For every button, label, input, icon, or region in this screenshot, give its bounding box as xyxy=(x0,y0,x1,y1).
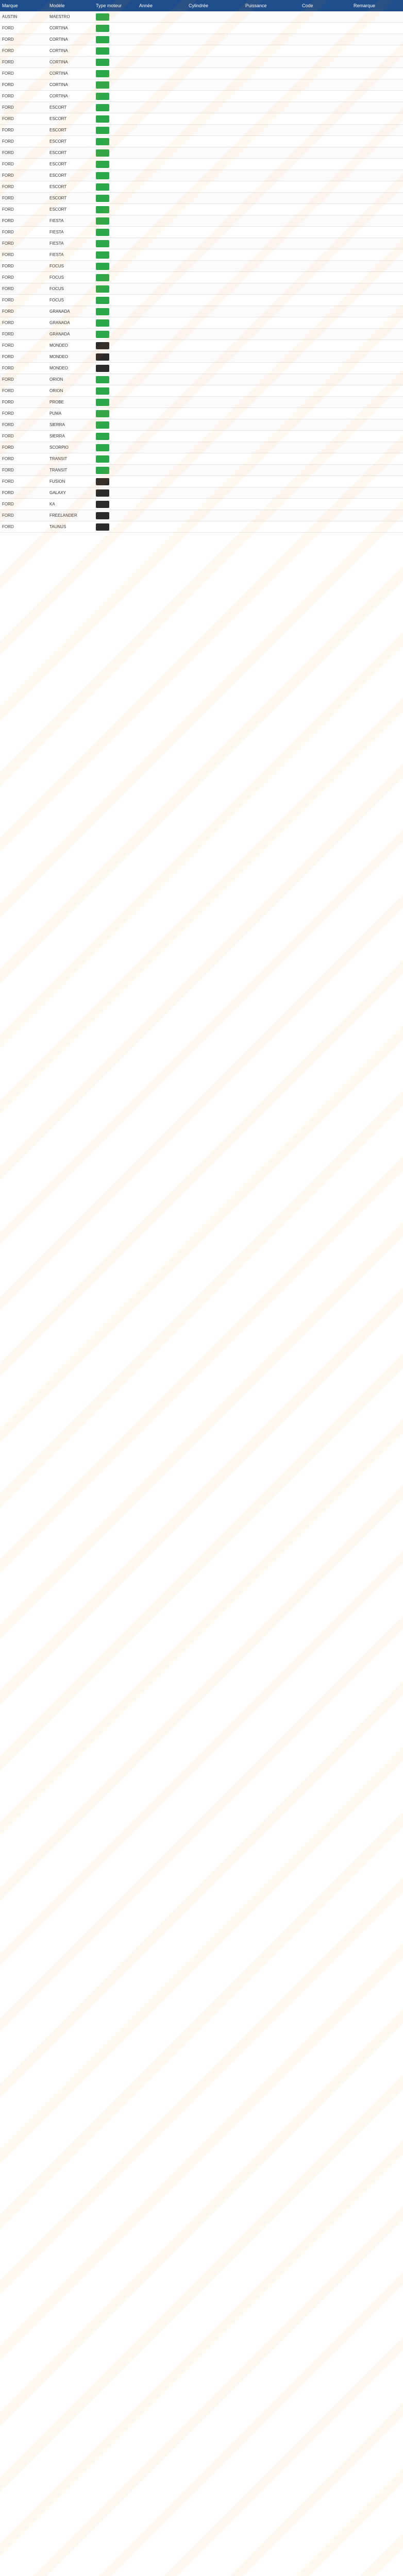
engine-type-cell xyxy=(94,431,137,442)
engine-badge-icon xyxy=(96,127,109,134)
engine-type-cell xyxy=(94,397,137,408)
model-cell: FOCUS xyxy=(49,286,64,291)
header-cell: Année xyxy=(139,3,153,8)
engine-badge-icon xyxy=(96,308,109,315)
model-cell: FIESTA xyxy=(49,230,64,234)
brand-cell: FORD xyxy=(2,524,14,529)
brand-cell: FORD xyxy=(2,184,14,189)
table-row xyxy=(0,249,403,261)
engine-type-cell xyxy=(94,374,137,385)
table-row xyxy=(0,442,403,453)
engine-type-cell xyxy=(94,465,137,476)
engine-badge-icon xyxy=(96,342,109,349)
model-cell: FOCUS xyxy=(49,275,64,280)
engine-badge-icon xyxy=(96,149,109,157)
brand-cell: FORD xyxy=(2,241,14,246)
model-cell: MONDEO xyxy=(49,366,68,370)
model-cell: ESCORT xyxy=(49,196,67,200)
engine-type-cell xyxy=(94,442,137,453)
brand-cell: FORD xyxy=(2,139,14,144)
header-cell: Code xyxy=(302,3,313,8)
engine-badge-icon xyxy=(96,13,109,21)
engine-type-cell xyxy=(94,136,137,147)
brand-cell: FORD xyxy=(2,354,14,359)
model-cell: ESCORT xyxy=(49,150,67,155)
engine-type-cell xyxy=(94,57,137,67)
brand-cell: FORD xyxy=(2,37,14,42)
model-cell: CORTINA xyxy=(49,94,68,98)
table-row xyxy=(0,181,403,193)
model-cell: ESCORT xyxy=(49,128,67,132)
model-cell: MAESTRO xyxy=(49,14,70,19)
brand-cell: FORD xyxy=(2,275,14,280)
header-cell: Remarque xyxy=(354,3,376,8)
brand-cell: FORD xyxy=(2,411,14,416)
engine-type-cell xyxy=(94,261,137,272)
engine-type-cell xyxy=(94,476,137,487)
brand-cell: FORD xyxy=(2,71,14,76)
engine-badge-icon xyxy=(96,81,109,89)
engine-type-cell xyxy=(94,170,137,181)
model-cell: FIESTA xyxy=(49,252,64,257)
brand-cell: FORD xyxy=(2,26,14,30)
table-row xyxy=(0,79,403,91)
model-cell: ESCORT xyxy=(49,162,67,166)
engine-type-cell xyxy=(94,249,137,260)
engine-type-cell xyxy=(94,453,137,464)
engine-type-cell xyxy=(94,23,137,33)
engine-badge-icon xyxy=(96,206,109,213)
model-cell: ESCORT xyxy=(49,105,67,110)
table-row xyxy=(0,193,403,204)
engine-type-cell xyxy=(94,215,137,226)
engine-type-cell xyxy=(94,91,137,101)
brand-cell: FORD xyxy=(2,468,14,472)
brand-cell: FORD xyxy=(2,309,14,314)
model-cell: ESCORT xyxy=(49,184,67,189)
brand-cell: FORD xyxy=(2,82,14,87)
table-row xyxy=(0,351,403,363)
engine-badge-icon xyxy=(96,93,109,100)
brand-cell: FORD xyxy=(2,320,14,325)
brand-cell: FORD xyxy=(2,116,14,121)
brand-cell: FORD xyxy=(2,479,14,484)
engine-badge-icon xyxy=(96,274,109,281)
engine-type-cell xyxy=(94,272,137,283)
engine-badge-icon xyxy=(96,240,109,247)
header-cell: Cylindrée xyxy=(189,3,209,8)
brand-cell: FORD xyxy=(2,218,14,223)
brand-cell: FORD xyxy=(2,502,14,506)
table-row xyxy=(0,465,403,476)
model-cell: TAUNUS xyxy=(49,524,66,529)
engine-type-cell xyxy=(94,125,137,135)
table-row xyxy=(0,170,403,181)
brand-cell: FORD xyxy=(2,343,14,348)
engine-type-cell xyxy=(94,238,137,249)
table-row xyxy=(0,159,403,170)
table-row xyxy=(0,136,403,147)
brand-cell: FORD xyxy=(2,60,14,64)
engine-badge-icon xyxy=(96,387,109,395)
brand-cell: FORD xyxy=(2,388,14,393)
engine-type-cell xyxy=(94,193,137,204)
table-row xyxy=(0,317,403,329)
brand-cell: FORD xyxy=(2,94,14,98)
brand-cell: FORD xyxy=(2,400,14,404)
model-cell: CORTINA xyxy=(49,60,68,64)
model-cell: CORTINA xyxy=(49,48,68,53)
model-cell: CORTINA xyxy=(49,71,68,76)
engine-badge-icon xyxy=(96,59,109,66)
brand-cell: FORD xyxy=(2,207,14,212)
table-row xyxy=(0,272,403,283)
header-cell: Modèle xyxy=(49,3,65,8)
brand-cell: FORD xyxy=(2,422,14,427)
engine-badge-icon xyxy=(96,421,109,429)
engine-type-cell xyxy=(94,147,137,158)
engine-type-cell xyxy=(94,329,137,340)
table-row xyxy=(0,499,403,510)
model-cell: ESCORT xyxy=(49,116,67,121)
brand-cell: FORD xyxy=(2,434,14,438)
table-row xyxy=(0,476,403,487)
engine-type-cell xyxy=(94,385,137,396)
engine-badge-icon xyxy=(96,285,109,293)
table-row xyxy=(0,397,403,408)
table-row xyxy=(0,68,403,79)
model-cell: SCORPIO xyxy=(49,445,69,450)
engine-badge-icon xyxy=(96,47,109,55)
table-row xyxy=(0,306,403,317)
table-row xyxy=(0,487,403,499)
model-cell: SIERRA xyxy=(49,434,65,438)
engine-badge-icon xyxy=(96,25,109,32)
table-row xyxy=(0,113,403,125)
brand-cell: FORD xyxy=(2,105,14,110)
table-row xyxy=(0,23,403,34)
model-cell: FUSION xyxy=(49,479,65,484)
engine-badge-icon xyxy=(96,138,109,145)
model-cell: SIERRA xyxy=(49,422,65,427)
engine-type-cell xyxy=(94,363,137,374)
engine-badge-icon xyxy=(96,455,109,463)
table-row xyxy=(0,340,403,351)
engine-badge-icon xyxy=(96,217,109,225)
table-row xyxy=(0,102,403,113)
brand-cell: AUSTIN xyxy=(2,14,18,19)
table-row xyxy=(0,215,403,227)
engine-type-cell xyxy=(94,227,137,238)
model-cell: FIESTA xyxy=(49,241,64,246)
table-row xyxy=(0,385,403,397)
table-row xyxy=(0,408,403,419)
engine-badge-icon xyxy=(96,501,109,508)
model-cell: TRANSIT xyxy=(49,468,68,472)
model-cell: ESCORT xyxy=(49,173,67,178)
brand-cell: FORD xyxy=(2,252,14,257)
model-cell: GRANADA xyxy=(49,309,70,314)
engine-type-cell xyxy=(94,306,137,317)
engine-badge-icon xyxy=(96,433,109,440)
model-cell: CORTINA xyxy=(49,37,68,42)
engine-badge-icon xyxy=(96,365,109,372)
engine-badge-icon xyxy=(96,353,109,361)
table-row xyxy=(0,11,403,23)
model-cell: FIESTA xyxy=(49,218,64,223)
table-row xyxy=(0,374,403,385)
engine-badge-icon xyxy=(96,36,109,43)
engine-type-cell xyxy=(94,68,137,79)
model-cell: GALAXY xyxy=(49,490,66,495)
engine-type-cell xyxy=(94,295,137,306)
brand-cell: FORD xyxy=(2,366,14,370)
engine-type-cell xyxy=(94,521,137,532)
engine-badge-icon xyxy=(96,489,109,497)
engine-badge-icon xyxy=(96,161,109,168)
model-cell: FOCUS xyxy=(49,298,64,302)
engine-badge-icon xyxy=(96,512,109,519)
engine-badge-icon xyxy=(96,410,109,417)
model-cell: MONDEO xyxy=(49,343,68,348)
brand-cell: FORD xyxy=(2,513,14,518)
engine-badge-icon xyxy=(96,263,109,270)
engine-badge-icon xyxy=(96,399,109,406)
table-row xyxy=(0,431,403,442)
engine-type-cell xyxy=(94,34,137,45)
model-cell: PUMA xyxy=(49,411,62,416)
table-row xyxy=(0,204,403,215)
brand-cell: FORD xyxy=(2,298,14,302)
table-row xyxy=(0,125,403,136)
brand-cell: FORD xyxy=(2,128,14,132)
engine-type-cell xyxy=(94,351,137,362)
brand-cell: FORD xyxy=(2,490,14,495)
model-cell: MONDEO xyxy=(49,354,68,359)
brand-cell: FORD xyxy=(2,286,14,291)
engine-badge-icon xyxy=(96,195,109,202)
table-row xyxy=(0,227,403,238)
engine-type-cell xyxy=(94,340,137,351)
model-cell: FREELANDER xyxy=(49,513,77,518)
engine-type-cell xyxy=(94,181,137,192)
table-row xyxy=(0,283,403,295)
brand-cell: FORD xyxy=(2,162,14,166)
engine-type-cell xyxy=(94,11,137,22)
brand-cell: FORD xyxy=(2,150,14,155)
engine-type-cell xyxy=(94,419,137,430)
engine-badge-icon xyxy=(96,331,109,338)
engine-badge-icon xyxy=(96,104,109,111)
table-row xyxy=(0,34,403,45)
brand-cell: FORD xyxy=(2,456,14,461)
table-header xyxy=(0,0,403,11)
table-row xyxy=(0,57,403,68)
engine-badge-icon xyxy=(96,467,109,474)
table-row xyxy=(0,419,403,431)
brand-cell: FORD xyxy=(2,377,14,382)
table-row xyxy=(0,363,403,374)
brand-cell: FORD xyxy=(2,230,14,234)
data-table xyxy=(0,11,403,533)
brand-cell: FORD xyxy=(2,48,14,53)
engine-type-cell xyxy=(94,317,137,328)
model-cell: CORTINA xyxy=(49,82,68,87)
model-cell: ORION xyxy=(49,388,63,393)
table-row xyxy=(0,453,403,465)
table-row xyxy=(0,238,403,249)
model-cell: ESCORT xyxy=(49,207,67,212)
model-cell: FOCUS xyxy=(49,264,64,268)
engine-badge-icon xyxy=(96,376,109,383)
model-cell: PROBE xyxy=(49,400,64,404)
engine-type-cell xyxy=(94,499,137,510)
engine-badge-icon xyxy=(96,229,109,236)
model-cell: CORTINA xyxy=(49,26,68,30)
engine-badge-icon xyxy=(96,70,109,77)
engine-type-cell xyxy=(94,204,137,215)
engine-badge-icon xyxy=(96,444,109,451)
table-row xyxy=(0,295,403,306)
brand-cell: FORD xyxy=(2,173,14,178)
model-cell: KA xyxy=(49,502,55,506)
engine-badge-icon xyxy=(96,172,109,179)
table-row xyxy=(0,45,403,57)
header-cell: Type moteur xyxy=(96,3,122,8)
brand-cell: FORD xyxy=(2,332,14,336)
model-cell: ORION xyxy=(49,377,63,382)
model-cell: GRANADA xyxy=(49,332,70,336)
engine-badge-icon xyxy=(96,251,109,259)
table-row xyxy=(0,261,403,272)
engine-type-cell xyxy=(94,408,137,419)
engine-type-cell xyxy=(94,510,137,521)
engine-type-cell xyxy=(94,113,137,124)
brand-cell: FORD xyxy=(2,445,14,450)
table-row xyxy=(0,329,403,340)
engine-type-cell xyxy=(94,79,137,90)
engine-type-cell xyxy=(94,159,137,170)
engine-badge-icon xyxy=(96,297,109,304)
engine-type-cell xyxy=(94,102,137,113)
engine-type-cell xyxy=(94,283,137,294)
engine-badge-icon xyxy=(96,115,109,123)
engine-badge-icon xyxy=(96,319,109,327)
engine-type-cell xyxy=(94,487,137,498)
engine-badge-icon xyxy=(96,183,109,191)
brand-cell: FORD xyxy=(2,264,14,268)
table-row xyxy=(0,510,403,521)
engine-badge-icon xyxy=(96,478,109,485)
engine-type-cell xyxy=(94,45,137,56)
model-cell: ESCORT xyxy=(49,139,67,144)
table-row xyxy=(0,91,403,102)
model-cell: GRANADA xyxy=(49,320,70,325)
table-row xyxy=(0,521,403,533)
model-cell: TRANSIT xyxy=(49,456,68,461)
brand-cell: FORD xyxy=(2,196,14,200)
engine-badge-icon xyxy=(96,523,109,531)
header-cell: Marque xyxy=(2,3,18,8)
table-row xyxy=(0,147,403,159)
header-cell: Puissance xyxy=(245,3,267,8)
